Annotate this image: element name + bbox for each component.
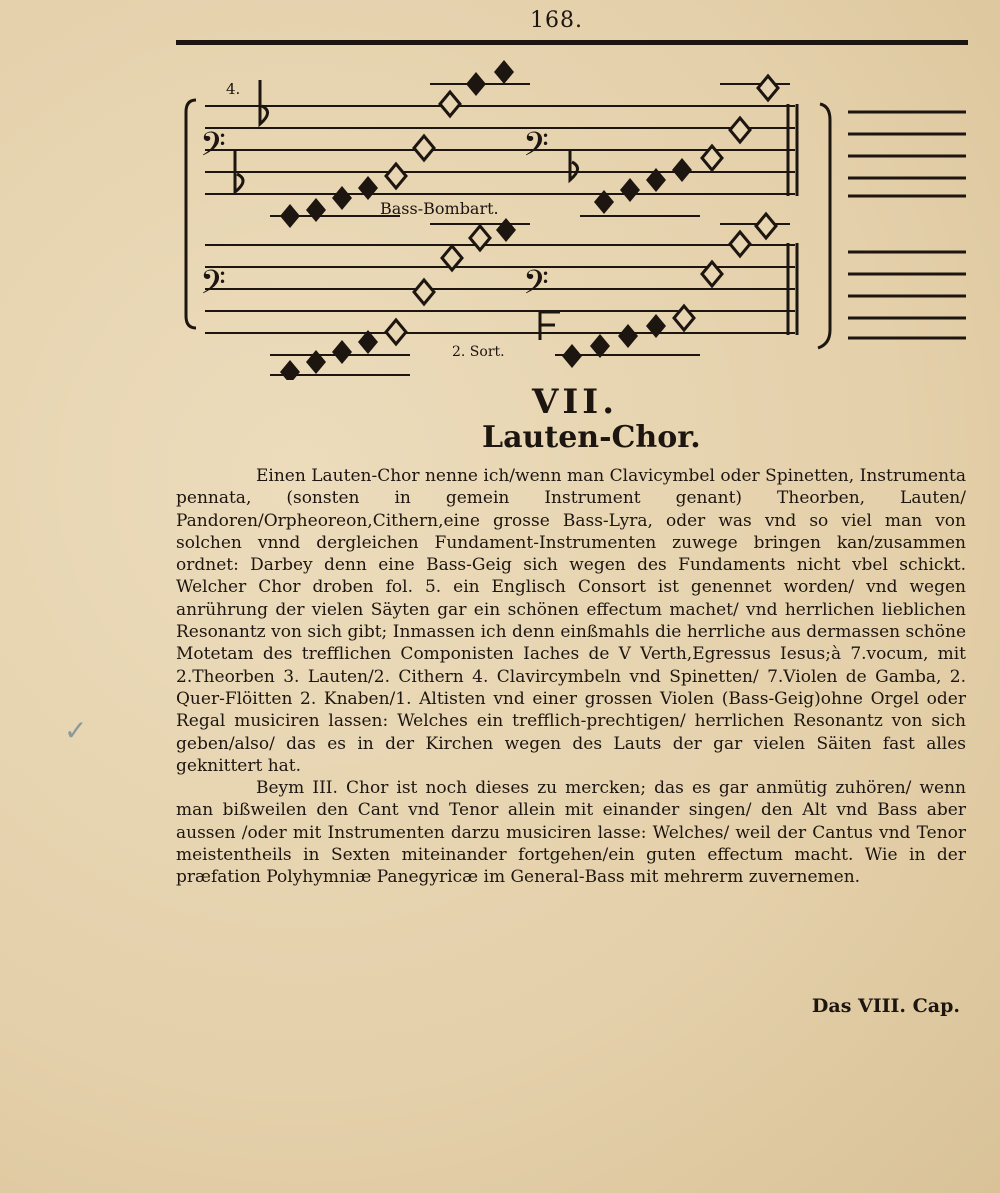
voice-label-sort: 2. Sort. — [452, 344, 505, 360]
staff-system-2 — [205, 245, 795, 333]
pen-mark-icon: ✓ — [64, 714, 88, 747]
section-number: VII. — [532, 382, 619, 422]
bass-clef-icon: 𝄢 — [523, 264, 549, 310]
bass-clef-icon: 𝄢 — [523, 126, 549, 172]
score-bracket-right — [818, 104, 830, 348]
paragraph: Beym III. Chor ist noch dieses zu mercken; das es gar anmütig zuhören/ wenn man bißweilen den Cant vnd Tenor allein mit einander singen/ den Alt vnd Bass aber aussen /oder mit Instrumenten darzu musiciren lasse: Welches/ weil der Cantus vnd Tenor meistentheils in Sexten miteinander fortgehen/ein guten effectum macht. Wie in der præfation Polyhymniæ Panegyricæ im General-Bass mit mehrerm zuvernemen. — [176, 778, 966, 888]
flat-sign-icon — [570, 150, 578, 180]
blank-staff-right — [848, 112, 966, 338]
page-number: 168. — [530, 8, 583, 33]
voice-label-bass-bombart: Bass-Bombart. — [380, 199, 499, 218]
paragraph: Einen Lauten-Chor nenne ich/wenn man Clavicymbel oder Spinetten, Instrumenta pennata, (sonsten in gemein Instrument genant) Theorben, Lauten/ Pandoren/Orpheoreon,Cithern,eine grosse Bass-Lyra, oder was vnd so viel man von solchen vnnd dergleichen Fundament-Instrumenten zuwege bringen kan/zusammen ordnet: Darbey denn eine Bass-Geig sich wegen des Fundaments nicht vbel schickt. Welcher Chor droben fol. 5. ein Englisch Consort ist genennet worden/ vnd wegen anrührung der vielen Säyten gar ein schönen effectum machet/ vnd herrlichen lieblichen Resonantz von sich gibt; Inmassen ich denn einßmahls die herrliche aus dermassen schöne Motetam des trefflichen Componisten Iaches de V Verth,Egressus Iesus;à 7.vocum, mit 2.Theorben 3. Lauten/2. Cithern 4. Clavircymbeln vnd Spinetten/ 7.Violen de Gamba, 2. Quer-Flöitten 2. Knaben/1. Altisten vnd einer grossen Violen (Bass-Geig)ohne Orgel oder Regal musiciren lassen: Welches ein trefflich-prechtigen/ herrlichen Resonantz von sich geben/also/ das es in der Kirchen wegen des Lauts der gar vielen Säiten fast alles geknittert hat. — [176, 466, 966, 776]
bass-clef-icon: 𝄢 — [200, 126, 226, 172]
score-bracket-left — [186, 100, 196, 328]
staff-system-1 — [205, 106, 795, 194]
music-score — [0, 0, 1000, 380]
c-clef-icon — [540, 312, 560, 340]
flat-sign-icon — [260, 80, 268, 124]
open-notes-system-2 — [386, 214, 776, 344]
system-number: 4. — [226, 80, 241, 98]
bass-clef-icon: 𝄢 — [200, 264, 226, 310]
chapter-title: Lauten-Chor. — [482, 420, 701, 455]
catchword: Das VIII. Cap. — [811, 995, 960, 1017]
body-text — [176, 465, 966, 889]
